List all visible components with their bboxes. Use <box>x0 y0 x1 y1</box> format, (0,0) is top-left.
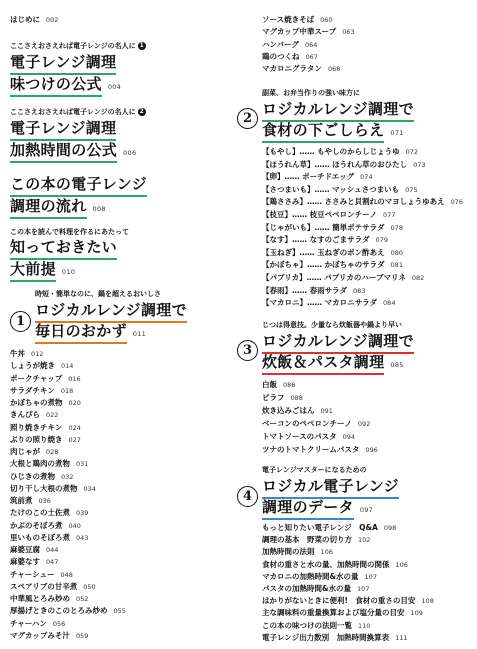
entry-label: きんぴら <box>10 410 40 420</box>
entry-page: 064 <box>304 40 318 49</box>
chapter-number-icon: 3 <box>237 340 258 361</box>
entry-label: 中華風とろみ炒め <box>10 594 70 603</box>
toc-entry[interactable] <box>262 14 355 26</box>
toc-entry[interactable] <box>262 234 463 247</box>
toc-entry[interactable] <box>262 595 434 607</box>
toc-entry-intro[interactable] <box>10 14 58 25</box>
toc-entry[interactable] <box>262 571 434 583</box>
toc-entry[interactable] <box>262 247 463 260</box>
section-note: この本を読んで料理を作るにあたって <box>10 228 129 236</box>
entry-label: 白飯 <box>262 380 277 389</box>
chapter-title-line2[interactable]: 毎日のおかず 011 <box>35 322 146 341</box>
number-badge: 2 <box>139 108 144 115</box>
entry-label: 【卵】…… ポーチドエッグ <box>262 172 355 182</box>
entry-label: 切り干し大根の煮物 <box>10 483 78 493</box>
chapter-note: じつは得意技。少量なら炊飯器や鍋より早い <box>262 321 402 329</box>
toc-entry[interactable] <box>262 583 434 595</box>
chapter3-list <box>262 378 378 456</box>
toc-entry[interactable] <box>10 471 126 483</box>
entry-page: 055 <box>113 607 126 616</box>
entry-page: 034 <box>83 484 96 493</box>
toc-entry[interactable] <box>262 417 378 430</box>
entry-page: 081 <box>390 261 403 270</box>
entry-page: 110 <box>358 621 371 630</box>
entry-label: 里いものそぼろ煮 <box>10 532 70 542</box>
toc-entry[interactable] <box>262 63 355 75</box>
entry-label: チャーハン <box>10 618 47 628</box>
entry-label: かぶのそぼろ煮 <box>10 520 63 530</box>
entry-page: 094 <box>342 433 356 441</box>
entry-page: 111 <box>395 633 408 642</box>
entry-label: サラダチキン <box>10 385 55 395</box>
entry-page: 077 <box>382 210 396 219</box>
entry-label: 牛丼 <box>10 349 25 358</box>
entry-label: 大根と鶏肉の煮物 <box>10 459 70 469</box>
toc-entry[interactable] <box>10 630 126 642</box>
chapter-note: 副菜、お弁当作りの強い味方に <box>262 89 360 97</box>
toc-entry[interactable] <box>262 607 434 619</box>
toc-entry[interactable] <box>262 404 378 417</box>
entry-label: 【玉ねぎ】…… 玉ねぎのポン酢あえ <box>262 247 385 257</box>
entry-page: 080 <box>390 248 404 257</box>
section-title[interactable]: 知っておきたい <box>10 238 117 257</box>
entry-page: 012 <box>31 350 44 358</box>
entry-page: 079 <box>375 236 388 245</box>
entry-page: 020 <box>68 399 81 407</box>
entry-label: トマトソースのパスタ <box>262 432 337 441</box>
entry-page: 088 <box>290 394 303 402</box>
entry-page: 027 <box>68 435 81 444</box>
entry-label: しょうが焼き <box>10 361 55 371</box>
toc-entry[interactable] <box>10 569 126 581</box>
toc-entry[interactable] <box>262 297 463 310</box>
entry-page: 052 <box>76 595 89 603</box>
section-title-line2[interactable]: 加熱時間の公式 006 <box>10 141 136 160</box>
toc-entry[interactable] <box>10 593 126 605</box>
toc-entry[interactable] <box>262 285 463 298</box>
entry-page: 050 <box>83 582 96 591</box>
entry-label: はじめに <box>10 15 40 24</box>
entry-page: 067 <box>305 52 318 61</box>
toc-entry[interactable] <box>262 391 378 404</box>
entry-label: マグカップ中華スープ <box>262 27 337 37</box>
entry-label: ベーコンのペペロンチーノ <box>262 419 352 428</box>
entry-page: 078 <box>390 223 403 232</box>
toc-entry[interactable] <box>10 348 126 360</box>
entry-page: 016 <box>68 374 81 383</box>
entry-page: 024 <box>68 423 81 432</box>
toc-entry[interactable] <box>10 618 126 630</box>
toc-entry[interactable] <box>10 458 126 470</box>
entry-page: 107 <box>364 572 377 581</box>
entry-page: 075 <box>405 185 418 194</box>
toc-entry[interactable] <box>10 397 126 409</box>
entry-label: 炊き込みごはん <box>262 406 315 415</box>
toc-entry[interactable] <box>262 522 434 534</box>
entry-page: 060 <box>320 16 333 24</box>
chapter4-list <box>262 522 434 644</box>
entry-page: 072 <box>405 148 419 156</box>
entry-label: 麻婆豆腐 <box>10 545 40 554</box>
entry-label: 【マカロニ】…… マカロニサラダ <box>262 298 378 308</box>
entry-label: ピラフ <box>262 393 285 402</box>
section-title[interactable]: 電子レンジ調理 <box>10 53 116 72</box>
entry-label: 加熱時間の法則 <box>262 547 315 557</box>
chapter-title[interactable]: ロジカルレンジ調理で <box>262 332 414 351</box>
entry-label: 肉じゃが <box>10 447 40 456</box>
entry-page: 096 <box>365 446 378 454</box>
toc-entry[interactable] <box>262 620 434 632</box>
toc-entry[interactable] <box>10 605 126 617</box>
entry-label: 麻婆なす <box>10 557 40 567</box>
section-title-line2[interactable]: 大前提 010 <box>10 260 75 279</box>
entry-label: かぼちゃの煮物 <box>10 398 63 407</box>
entry-page: 048 <box>60 570 73 579</box>
entry-page: 106 <box>320 548 333 557</box>
chapter-title[interactable]: ロジカル電子レンジ <box>262 477 399 496</box>
section-note: ここさえおさえれば電子レンジの名人に 1 <box>10 42 144 50</box>
entry-label: ぶりの照り焼き <box>10 434 63 444</box>
section-title-line2[interactable]: 調理の流れ 008 <box>10 197 106 216</box>
entry-page: 092 <box>357 420 371 428</box>
entry-label: 主な調味料の重量換算および塩分量の目安 <box>262 608 405 618</box>
chapter-note: 電子レンジマスターになるための <box>262 466 367 474</box>
chapter1-list <box>10 348 126 642</box>
entry-label: ポークチャップ <box>10 373 63 383</box>
toc-entry[interactable] <box>262 222 463 235</box>
entry-label: 厚揚げときのこのとろみ炒め <box>10 606 108 616</box>
chapter-title[interactable]: ロジカルレンジ調理で <box>262 100 414 119</box>
entry-label: はかりがないときに便利! 食材の重さの目安 <box>262 596 416 606</box>
toc-entry[interactable] <box>262 534 434 546</box>
section-note: ここさえおさえれば電子レンジの名人に 2 <box>10 108 144 116</box>
entry-page: 086 <box>283 381 296 389</box>
entry-page: 083 <box>353 286 366 295</box>
toc-entry[interactable] <box>10 373 126 385</box>
entry-label: 【さつまいも】…… マッシュさつまいも <box>262 184 400 194</box>
entry-label: パスタの加熱時間&水の量 <box>262 583 352 593</box>
entry-label: ひじきの煮物 <box>10 471 55 481</box>
entry-page: 002 <box>46 16 59 24</box>
entry-page: 063 <box>342 28 355 37</box>
entry-page: 014 <box>61 362 74 371</box>
entry-label: 【枝豆】…… 枝豆ペペロンチーノ <box>262 209 377 219</box>
toc-entry[interactable] <box>262 159 463 172</box>
entry-page: 036 <box>38 497 51 505</box>
toc-entry[interactable] <box>262 184 463 197</box>
toc-entry[interactable] <box>262 196 463 209</box>
entry-page: 107 <box>357 584 370 593</box>
entry-label: もっと知りたい電子レンジ Q&A <box>262 523 378 532</box>
entry-page: 044 <box>46 546 59 554</box>
chapter-title[interactable]: ロジカルレンジ調理で <box>35 301 187 320</box>
continued-list <box>262 14 355 75</box>
toc-entry[interactable] <box>10 520 126 532</box>
entry-page: 074 <box>360 173 373 182</box>
entry-label: 【じゃがいも】…… 簡単ポテサラダ <box>262 222 385 232</box>
entry-label: 食材の重さと水の量、加熱時間の関係 <box>262 559 390 569</box>
entry-label: 【ほうれん草】…… ほうれん草のおひたし <box>262 159 408 169</box>
entry-label: 電子レンジ出力数別 加熱時間換算表 <box>262 632 390 642</box>
entry-page: 032 <box>61 472 74 481</box>
entry-page: 098 <box>383 524 397 532</box>
entry-page: 043 <box>76 533 89 542</box>
toc-entry[interactable] <box>10 532 126 544</box>
toc-entry[interactable] <box>262 559 434 571</box>
entry-label: チャーシュー <box>10 569 55 579</box>
entry-label: この本の味つけの法則一覧 <box>262 620 352 630</box>
entry-page: 108 <box>421 597 434 606</box>
entry-page: 084 <box>383 299 396 308</box>
toc-entry[interactable] <box>10 409 126 421</box>
entry-page: 076 <box>450 198 464 207</box>
entry-page: 056 <box>52 619 66 628</box>
entry-label: 調理の基本 野菜の切り方 <box>262 535 352 545</box>
toc-entry[interactable] <box>10 422 126 434</box>
entry-label: ツナのトマトクリームパスタ <box>262 445 360 454</box>
toc-entry[interactable] <box>262 430 378 443</box>
chapter-title-line2[interactable]: 食材の下ごしらえ 071 <box>262 121 404 140</box>
toc-entry[interactable] <box>10 507 126 519</box>
entry-label: 【春雨】…… 春雨サラダ <box>262 285 348 295</box>
entry-page: 039 <box>76 509 89 518</box>
toc-entry[interactable] <box>262 632 434 644</box>
toc-entry[interactable] <box>262 378 378 391</box>
entry-page: 047 <box>46 558 59 567</box>
toc-entry[interactable] <box>262 51 355 63</box>
entry-page: 102 <box>358 536 371 545</box>
toc-entry[interactable] <box>10 495 126 507</box>
toc-entry[interactable] <box>262 26 355 38</box>
entry-page: 082 <box>411 273 425 282</box>
entry-page: 018 <box>60 386 74 395</box>
toc-entry[interactable] <box>10 581 126 593</box>
entry-page: 031 <box>76 460 89 469</box>
entry-label: 【パプリカ】…… パプリカのハーブマリネ <box>262 272 406 282</box>
entry-label: 【もやし】…… もやしのからしじょうゆ <box>262 147 400 156</box>
entry-page: 073 <box>413 160 426 169</box>
entry-label: 筑前煮 <box>10 496 33 505</box>
section-title[interactable]: この本の電子レンジ <box>10 175 147 194</box>
toc-entry[interactable] <box>262 546 434 558</box>
chapter-number-icon: 1 <box>10 311 31 332</box>
chapter-note: 時短・簡単なのに、鍋を超えるおいしさ <box>35 290 161 298</box>
entry-label: マグカップみそ汁 <box>10 630 70 640</box>
toc-entry[interactable] <box>262 39 355 51</box>
entry-page: 022 <box>46 411 59 420</box>
chapter-number-icon: 4 <box>237 486 258 507</box>
entry-label: ハンバーグ <box>262 39 299 49</box>
toc-entry[interactable] <box>262 443 378 456</box>
toc-entry[interactable] <box>262 146 463 159</box>
toc-entry[interactable] <box>262 259 463 272</box>
entry-label: 【鶏ささみ】…… ささみと貝割れのマヨしょうゆあえ <box>262 197 445 207</box>
section-title[interactable]: 電子レンジ調理 <box>10 119 116 138</box>
entry-page: 106 <box>395 560 408 569</box>
entry-label: 照り焼きチキン <box>10 422 63 432</box>
entry-label: ソース焼きそば <box>262 15 315 24</box>
entry-page: 040 <box>68 521 81 530</box>
entry-page: 068 <box>327 65 341 73</box>
entry-label: 【かぼちゃ】…… かぼちゃのサラダ <box>262 260 385 270</box>
entry-label: たけのこの土佐煮 <box>10 508 70 518</box>
chapter-title-line2[interactable]: 炊飯＆パスタ調理 085 <box>262 353 404 372</box>
entry-label: スペアリブの甘辛煮 <box>10 581 78 591</box>
section-title-line2[interactable]: 味つけの公式 004 <box>10 75 121 94</box>
entry-page: 091 <box>320 407 333 415</box>
toc-entry[interactable] <box>10 434 126 446</box>
entry-label: 鶏のつくね <box>262 51 300 61</box>
entry-page: 059 <box>75 631 89 640</box>
entry-page: 028 <box>46 448 59 456</box>
chapter-number-icon: 2 <box>237 108 258 129</box>
toc-entry[interactable] <box>262 272 463 285</box>
toc-entry[interactable] <box>262 171 463 184</box>
chapter2-list <box>262 146 463 310</box>
entry-page: 109 <box>410 609 423 618</box>
toc-entry[interactable] <box>10 544 126 556</box>
toc-entry[interactable] <box>10 483 126 495</box>
toc-entry[interactable] <box>10 360 126 372</box>
entry-label: マカロニの加熱時間&水の量 <box>262 571 359 581</box>
toc-entry[interactable] <box>262 209 463 222</box>
toc-entry[interactable] <box>10 556 126 568</box>
chapter-title-line2[interactable]: 調理のデータ 097 <box>262 498 373 517</box>
entry-label: マカロニグラタン <box>262 64 322 73</box>
number-badge: 1 <box>139 42 144 49</box>
toc-entry[interactable] <box>10 446 126 458</box>
entry-label: 【なす】…… なすのごまサラダ <box>262 235 370 245</box>
toc-entry[interactable] <box>10 385 126 397</box>
